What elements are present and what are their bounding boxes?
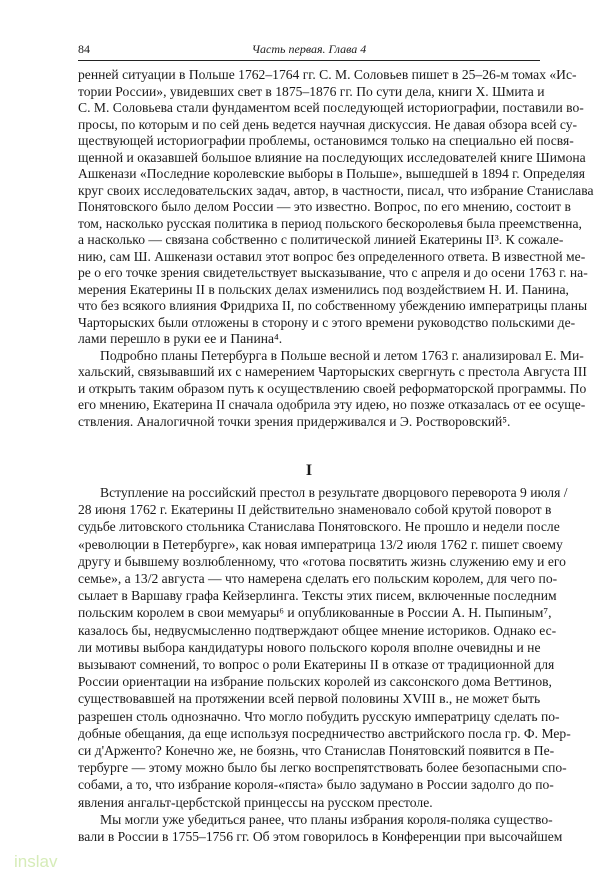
text-line: что без всякого влияния Фридриха II, по собственному убеждению императрицы планы (78, 298, 588, 313)
text-line: «революции в Петербурге», как новая императрица 13/2 июля 1762 г. пишет своему (78, 536, 563, 552)
text-line: вызывают сомнений, то вопрос о роли Екатерины II в отказе от традиционной для (78, 657, 555, 673)
text-line: ли мотивы выбора кандидатуры нового польского короля вполне очевидны и не (78, 639, 541, 655)
text-line: семье», а 13/2 августа — что намерена сделать его польским королем, для чего по- (78, 571, 558, 587)
text-line: си д'Арженто? Конечно же, не боязнь, что Станислав Понятовский появится в Пе- (78, 743, 555, 759)
text-line: нию, сам Ш. Ашкенази оставил этот вопрос без определенного ответа. В известной ме- (78, 248, 586, 264)
section-heading: I (305, 462, 313, 479)
text-line: Понятовского было делом России — это известно. Вопрос, по его мнению, состоит в (78, 199, 571, 214)
text-line: сылает в Варшаву графа Кейзерлинга. Тексты этих писем, включенные последним (78, 588, 557, 604)
paragraph (78, 484, 571, 811)
text-line: казалось бы, недвусмысленно подтверждают общее мнение историков. Однако ес- (78, 622, 557, 638)
text-line: и открыть таким образом путь к осуществлению своей реформаторской программы. По (78, 380, 587, 396)
text-line: России ориентации на избрание польских королей из саксонского дома Веттинов, (78, 674, 552, 690)
text-line: явления ангальт-цербстской принцессы на русском престоле. (78, 794, 433, 810)
text-line: мерения Екатерины II в польских делах изменились под воздействием Н. И. Панина, (78, 281, 569, 297)
text-line: Ашкенази «Последние королевские выборы в Польше», вышедшей в 1894 г. Определяя (78, 166, 585, 181)
paragraph (78, 67, 594, 348)
text-line: Мы могли уже убедиться ранее, что планы избрания короля-поляка существо- (100, 811, 553, 827)
text-line: 28 июня 1762 г. Екатерины II действительно знаменовало собой крутой поворот в (78, 502, 552, 518)
text-line: Подробно планы Петербурга в Польше весной и летом 1763 г. анализировал Е. Ми- (100, 347, 584, 363)
text-line: судьбе литовского стольника Станислава Понятовского. Не прошло и недели после (78, 519, 560, 535)
text-line: существовавшей на протяжении всей первой половины XVIII в., не может быть (78, 691, 541, 707)
text-line: Вступление на российский престол в результате дворцового переворота 9 июля / (100, 485, 568, 500)
watermark: inslav (14, 852, 58, 871)
text-line: ренней ситуации в Польше 1762–1764 гг. С. М. Соловьев пишет в 25–26-м томах «Ис- (78, 67, 577, 82)
text-line: лами перешло в руки ее и Панина⁴. (78, 331, 283, 346)
text-line: польским королем в свои мемуары⁶ и опубликованные в России А. Н. Пыпиным⁷, (78, 605, 552, 621)
text-line: добные обещания, да еще используя посредничество австрийского посла гр. Ф. Мер- (78, 725, 571, 741)
text-line: разрешен столь однозначно. Что могло побудить русскую императрицу сделать по- (78, 708, 560, 724)
text-line: том, насколько русская политика в период польского бескоролевья была преемственна, (78, 215, 582, 231)
running-title: Часть первая. Глава 4 (251, 42, 367, 56)
text-line: вали в России в 1755–1756 гг. Об этом говорилось в Конференции при высочайшем (78, 829, 563, 845)
page-number: 84 (78, 42, 90, 56)
text-line: тории России», увидевших свет в 1875–1876 гг. По сути дела, книги Х. Шмита и (78, 83, 545, 99)
text-line: щенной и оказавшей большое влияние на последующих исследователей книге Шимона (78, 149, 586, 165)
text-line: его мнению, Екатерина II сначала одобрила эту идею, но позже отказалась от ее осуще- (78, 397, 586, 412)
text-block-bottom (78, 484, 571, 845)
text-line: ре о его точке зрения свидетельствует высказывание, что с апреля и до осени 1763 г. на- (78, 265, 588, 280)
text-block-top (78, 67, 594, 430)
text-line: другу и бывшему возлюбленному, что «готова посвятить жизнь служению ему и его (78, 553, 566, 569)
page-header (78, 42, 540, 61)
text-line: просы, по которым и по сей день ведется научная дискуссия. Не давая обзора всей су- (78, 116, 578, 132)
text-line: ществующей историографии проблемы, остановимся только на специально ей посвя- (78, 133, 574, 148)
text-line: а насколько — связана собственно с политической линией Екатерины II³. К сожале- (78, 232, 564, 247)
text-line: круг своих исследовательских задач, автор, в частности, писал, что избрание Станислава (78, 182, 594, 198)
text-line: тербурге — этому можно было бы легко воспрепятствовать более безопасными спо- (78, 760, 567, 776)
paragraph (78, 811, 563, 845)
text-line: собами, а то, что избрание короля-«пяста» было задумано в России задолго до по- (78, 777, 554, 793)
paragraph (78, 347, 587, 431)
text-line: ствления. Аналогичной точки зрения придерживался и Э. Ростворовский⁵. (78, 413, 511, 429)
text-line: хальский, связывавший их с намерением Чарторыских свергнуть с престола Августа III (78, 364, 587, 379)
text-line: Чарторыских были отложены в сторону и с этого времени руководство польскими де- (78, 314, 576, 330)
text-line: С. М. Соловьева стали фундаментом всей последующей историографии, поставили во- (78, 100, 584, 115)
